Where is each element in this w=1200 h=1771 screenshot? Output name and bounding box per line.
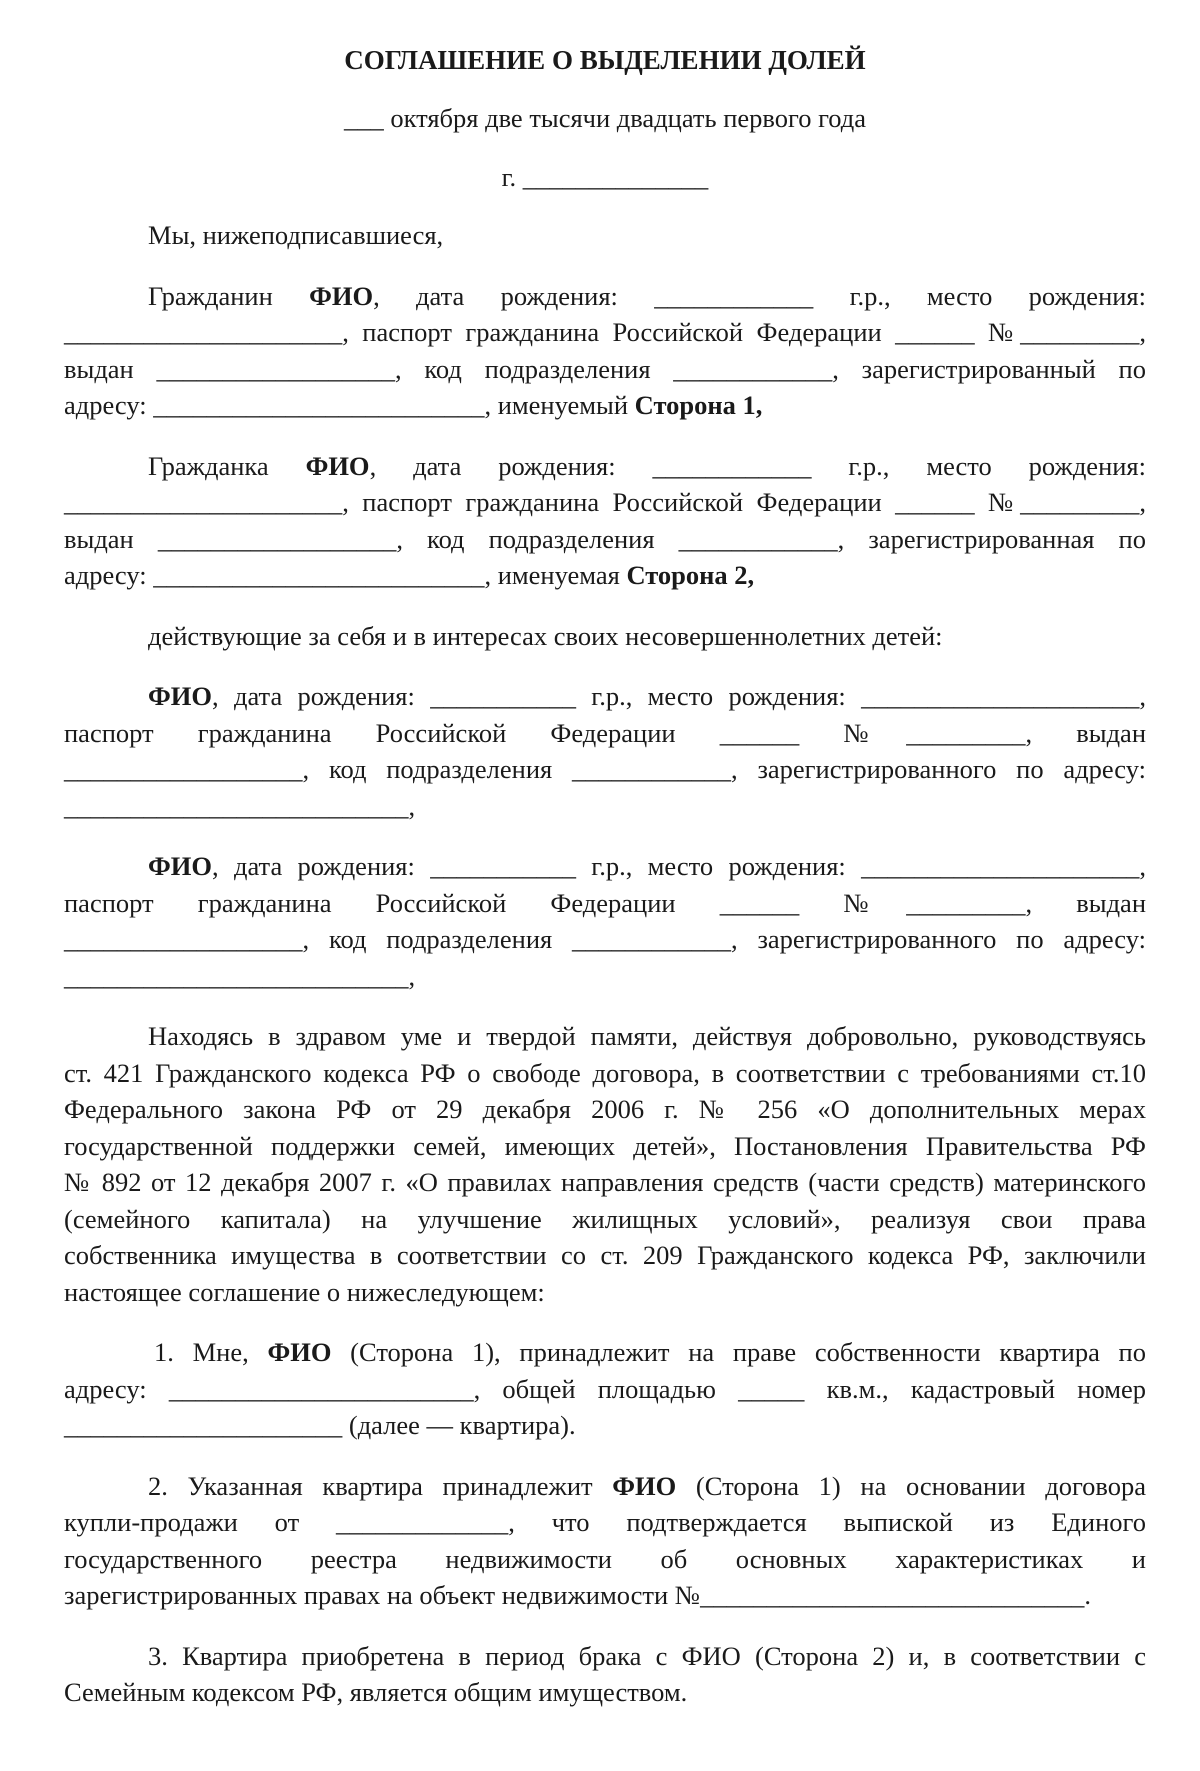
item2-name: ФИО xyxy=(612,1470,677,1501)
party2-address: адресу: _________________________, именуемая xyxy=(64,560,627,590)
preamble-line: Находясь в здравом уме и твердой памяти, действуя добровольно, руководствуясь xyxy=(148,1021,1146,1051)
child2-name: ФИО xyxy=(148,851,212,881)
party1-address: адресу: _________________________, именуемый xyxy=(64,390,635,420)
preamble-line: ст. 421 Гражданского кодекса РФ о свободе договора, в соответствии с требованиями ст.10 xyxy=(64,1057,1146,1088)
party1-line1-rest: , дата рождения: ____________ г.р., место рождения: xyxy=(373,280,1146,311)
item1-line1 xyxy=(64,1334,1146,1371)
city-line: г. ______________ xyxy=(501,161,709,192)
child1-line3: __________________, код подразделения ____________, зарегистрированного по адресу: xyxy=(64,754,1146,784)
child1-paragraph xyxy=(64,678,1146,824)
child2-line3: __________________, код подразделения ____________, зарегистрированного по адресу: xyxy=(64,924,1146,954)
party2-line4 xyxy=(64,557,1146,594)
child2-paragraph xyxy=(64,848,1146,994)
preamble-paragraph xyxy=(64,1018,1146,1310)
item1-name: ФИО xyxy=(267,1337,332,1367)
intro-paragraph xyxy=(64,217,1146,254)
item2-line2: купли-продажи от _____________, что подтверждается выпиской из Единого xyxy=(64,1507,1146,1537)
party2-line3: выдан __________________, код подразделения ____________, зарегистрированная по xyxy=(64,523,1146,554)
party2-name: ФИО xyxy=(305,450,370,481)
party1-designation: Сторона 1, xyxy=(634,390,763,420)
document-title: СОГЛАШЕНИЕ О ВЫДЕЛЕНИИ ДОЛЕЙ xyxy=(344,45,866,75)
party1-line4 xyxy=(64,387,1146,424)
children-intro-text: действующие за себя и в интересах своих несовершеннолетних детей: xyxy=(148,620,943,651)
item1-line3: _____________________ (далее — квартира). xyxy=(64,1410,576,1440)
preamble-line: Федерального закона РФ от 29 декабря 2006 г. № 256 «О дополнительных мерах xyxy=(64,1094,1146,1124)
party1-name: ФИО xyxy=(309,280,374,311)
child1-line2: паспорт гражданина Российской Федерации ______ №_________, выдан xyxy=(64,717,1146,748)
item1-paragraph xyxy=(64,1334,1146,1444)
preamble-line: государственной поддержки семей, имеющих детей», Постановления Правительства РФ xyxy=(64,1130,1146,1161)
child2-line4: __________________________, xyxy=(64,960,416,991)
date-line: ___ октября две тысячи двадцать первого года xyxy=(343,103,867,133)
item1-line2: адресу: _______________________, общей площадью _____ кв.м., кадастровый номер xyxy=(64,1373,1146,1404)
party2-paragraph xyxy=(64,448,1146,594)
preamble-line: собственника имущества в соответствии со ст. 209 Гражданского кодекса РФ, заключили xyxy=(64,1240,1146,1270)
item2-line4: зарегистрированных правах на объект недвижимости №_____________________________. xyxy=(64,1580,1091,1610)
child1-line1-rest: , дата рождения: ___________ г.р., место рождения: _____________________, xyxy=(212,681,1146,711)
party1-line3: выдан __________________, код подразделения ____________, зарегистрированный по xyxy=(64,353,1146,384)
item1-number: 1. Мне, xyxy=(154,1337,268,1367)
child2-line1-rest: , дата рождения: ___________ г.р., место рождения: _____________________, xyxy=(212,851,1146,881)
party2-line1 xyxy=(64,448,1146,485)
child2-line1 xyxy=(64,848,1146,885)
party2-label: Гражданка xyxy=(148,450,306,481)
item2-line1 xyxy=(64,1468,1146,1505)
preamble-line: № 892 от 12 декабря 2007 г. «О правилах направления средств (части средств) материнского xyxy=(64,1167,1146,1197)
item3-line1: 3. Квартира приобретена в период брака с ФИО (Сторона 2) и, в соответствии с xyxy=(148,1640,1146,1671)
item2-line3: государственного реестра недвижимости об основных характеристиках и xyxy=(64,1543,1146,1574)
child2-line2: паспорт гражданина Российской Федерации ______ №_________, выдан xyxy=(64,887,1146,918)
child1-name: ФИО xyxy=(148,681,212,711)
item3-paragraph xyxy=(64,1638,1146,1711)
item2-number: 2. Указанная квартира принадлежит xyxy=(148,1470,613,1501)
children-intro-paragraph xyxy=(64,618,1146,655)
item2-line1-rest: (Сторона 1) на основании договора xyxy=(676,1470,1146,1501)
party2-line2: _____________________, паспорт гражданина Российской Федерации ______ №_________, xyxy=(64,487,1146,517)
party1-line2: _____________________, паспорт гражданина Российской Федерации ______ №_________, xyxy=(64,317,1146,347)
item1-line1-rest: (Сторона 1), принадлежит на праве собственности квартира по xyxy=(331,1337,1146,1367)
intro-text: Мы, нижеподписавшиеся, xyxy=(148,220,444,250)
preamble-line: (семейного капитала) на улучшение жилищных условий», реализуя свои права xyxy=(64,1203,1146,1234)
party1-label: Гражданин xyxy=(148,280,310,311)
item3-line2: Семейным кодексом РФ, является общим имуществом. xyxy=(64,1677,688,1707)
party2-line1-rest: , дата рождения: ____________ г.р., место рождения: xyxy=(369,450,1146,481)
party1-paragraph xyxy=(64,278,1146,424)
party1-line1 xyxy=(64,278,1146,315)
item2-paragraph xyxy=(64,1468,1146,1614)
preamble-line: настоящее соглашение о нижеследующем: xyxy=(64,1276,545,1307)
child1-line1 xyxy=(64,678,1146,715)
party2-designation: Сторона 2, xyxy=(626,560,755,590)
child1-line4: __________________________, xyxy=(64,790,416,821)
